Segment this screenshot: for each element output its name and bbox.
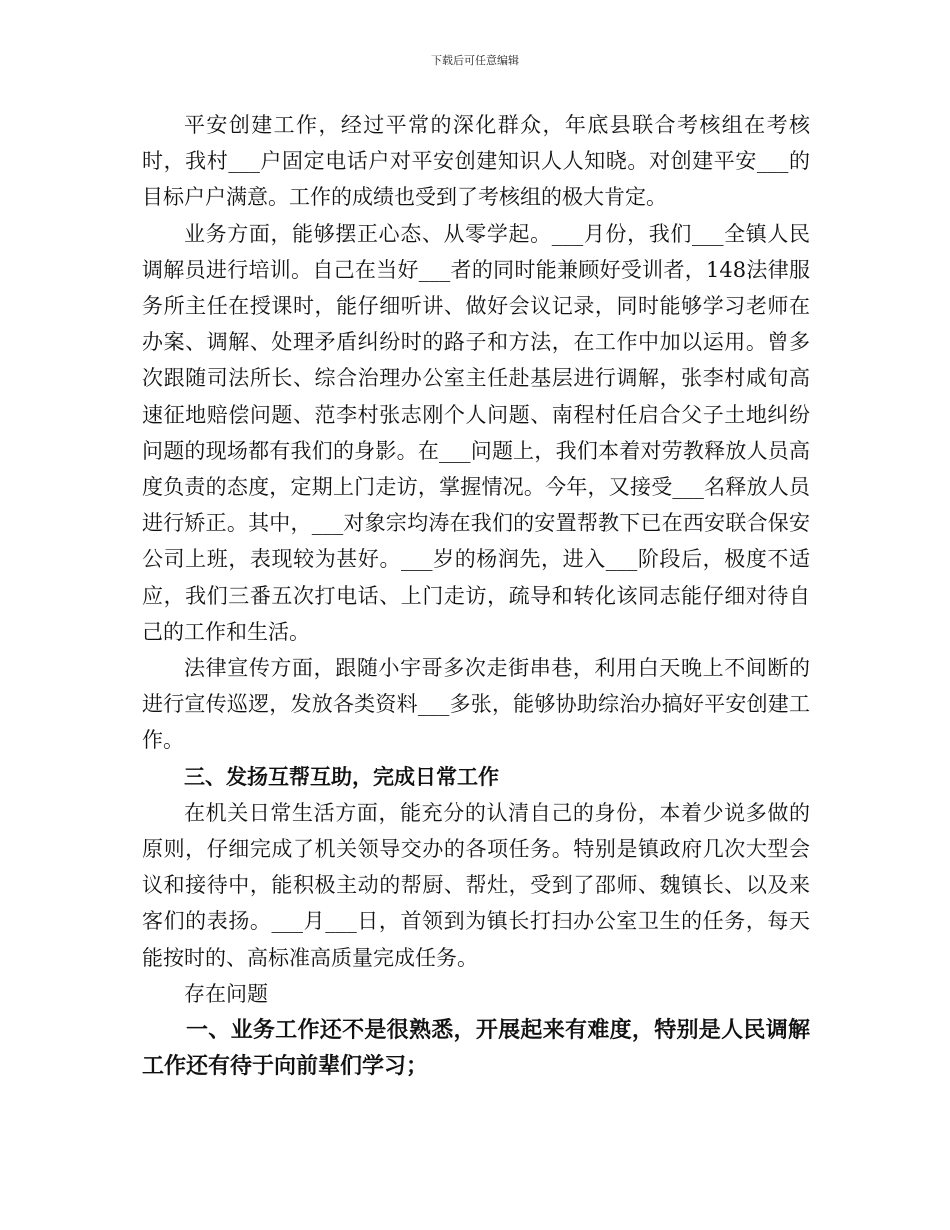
section-heading-three: 三、发扬互帮互助，完成日常工作 xyxy=(184,763,499,789)
problem-item-one: 一、业务工作还不是很熟悉，开展起来有难度，特别是人民调解工作还有待于向前辈们学习； xyxy=(142,1017,810,1080)
document-body xyxy=(142,107,810,1084)
paragraph-daily-work: 在机关日常生活方面，能充分的认清自己的身份，本着少说多做的原则，仔细完成了机关领导交办的各项任务。特别是镇政府几次大型会议和接待中，能积极主动的帮厨、帮灶，受到了邵师、魏镇长、以及来客们的表扬。___月___日，首领到为镇长打扫办公室卫生的任务，每天能按时的、高标准高质量完成任务。 xyxy=(142,800,810,970)
page-header: 下载后可任意编辑 xyxy=(431,54,519,67)
section-heading-problems: 存在问题 xyxy=(184,981,268,1006)
paragraph-safety-creation: 平安创建工作，经过平常的深化群众，年底县联合考核组在考核时，我村___户固定电话户对平安创建知识人人知晓。对创建平安___的目标户户满意。工作的成绩也受到了考核组的极大肯定。 xyxy=(142,113,810,210)
paragraph-legal-publicity: 法律宣传方面，跟随小宇哥多次走街串巷，利用白天晚上不间断的进行宣传巡逻，发放各类资料___多张，能够协助综治办搞好平安创建工作。 xyxy=(142,656,810,753)
paragraph-business: 业务方面，能够摆正心态、从零学起。___月份，我们___全镇人民调解员进行培训。自己在当好___者的同时能兼顾好受训者，148法律服务所主任在授课时，能仔细听讲、做好会议记录，同时能够学习老师在办案、调解、处理矛盾纠纷时的路子和方法，在工作中加以运用。曾多次跟随司法所长、综合治理办公室主任赴基层进行调解，张李村咸旬高速征地赔偿问题、范李村张志刚个人问题、南程村任启合父子土地纠纷问题的现场都有我们的身影。在___问题上，我们本着对劳教释放人员高度负责的态度，定期上门走访，掌握情况。今年，又接受___名释放人员进行矫正。其中，___对象宗均涛在我们的安置帮教下已在西安联合保安公司上班，表现较为甚好。___岁的杨润先，进入___阶段后，极度不适应，我们三番五次打电话、上门走访，疏导和转化该同志能仔细对待自己的工作和生活。 xyxy=(142,221,810,644)
